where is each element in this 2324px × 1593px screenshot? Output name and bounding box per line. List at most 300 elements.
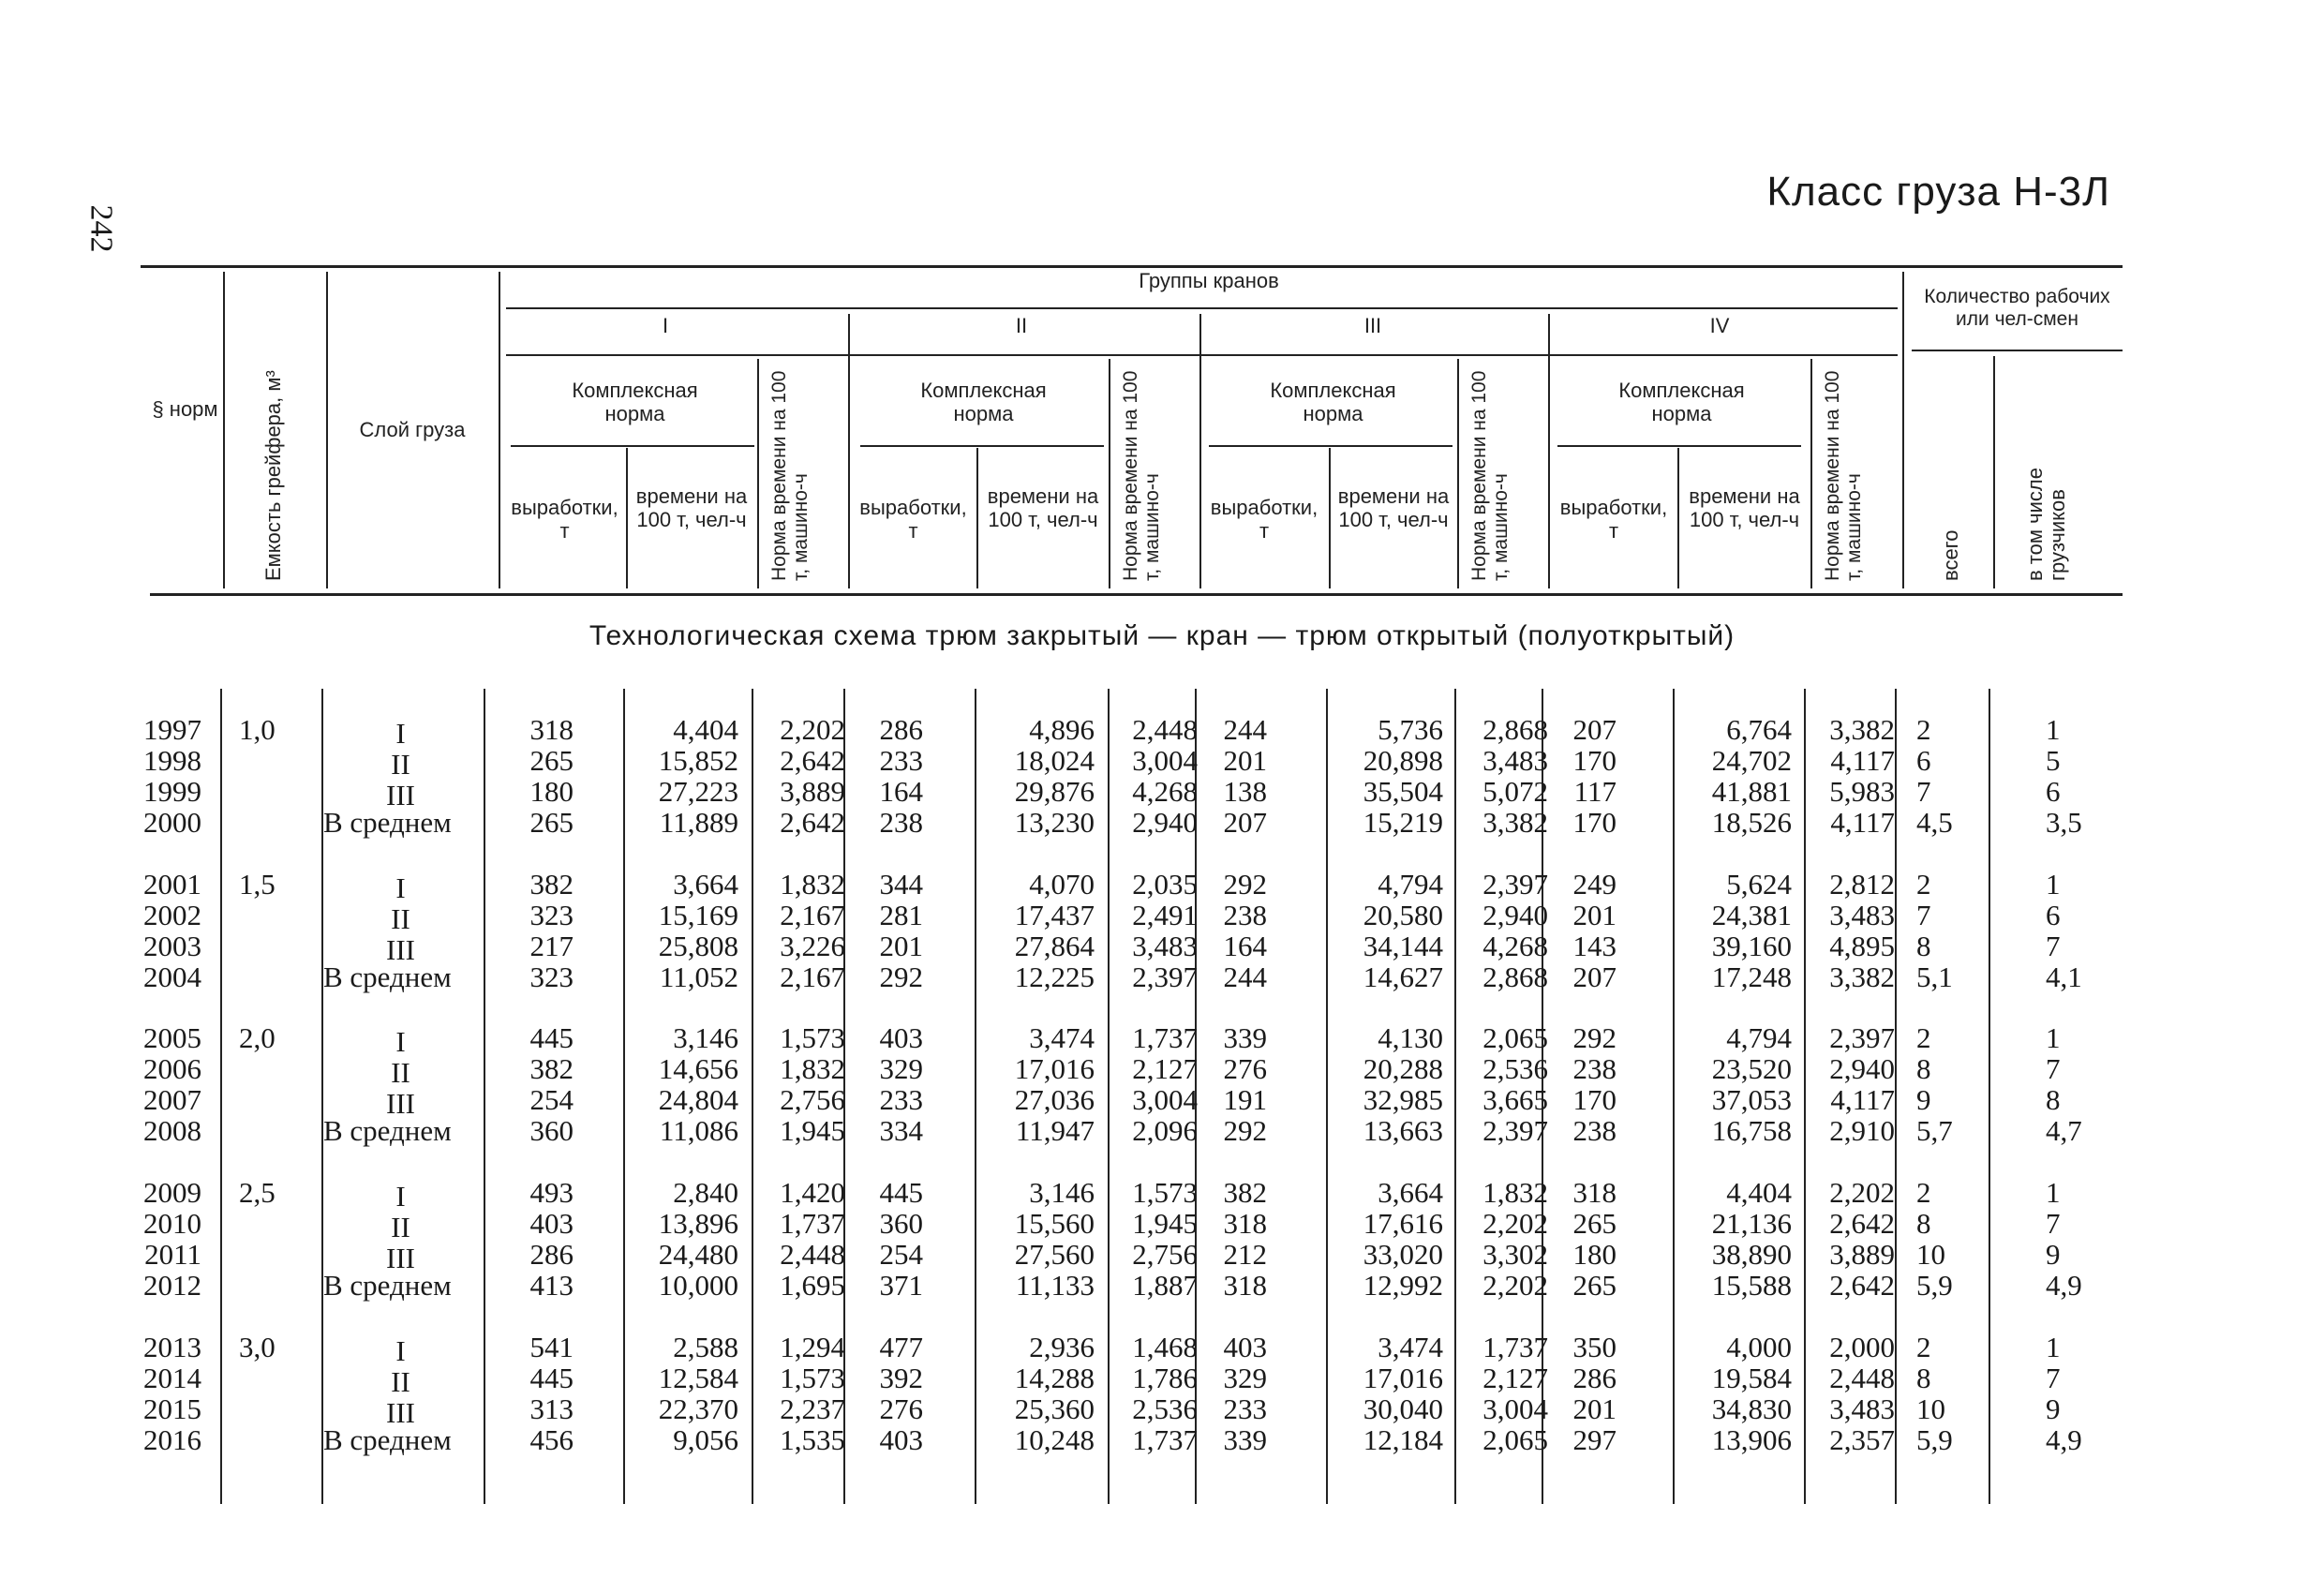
time-value: 17,437 <box>1014 899 1095 931</box>
machine-time-value: 2,237 <box>780 1392 845 1425</box>
time-value: 4,000 <box>1726 1331 1792 1363</box>
time-value: 24,381 <box>1711 899 1792 931</box>
machine-time-value: 3,004 <box>1132 1083 1198 1116</box>
machine-time-value: 2,812 <box>1829 868 1895 901</box>
time-value: 12,184 <box>1363 1423 1443 1456</box>
output-value: 281 <box>879 899 923 931</box>
cargo-layer: III <box>386 1242 415 1274</box>
output-value: 265 <box>529 744 574 777</box>
time-value: 3,474 <box>1378 1331 1443 1363</box>
header-time-3: времени на 100 т, чел-ч <box>1337 484 1450 531</box>
header-group-1: I <box>662 314 669 337</box>
machine-time-value: 1,737 <box>1132 1423 1198 1456</box>
machine-time-value: 2,491 <box>1132 899 1198 931</box>
machine-time-value: 2,167 <box>780 899 845 931</box>
header-machine-time-2: Норма времени на 100 т, машино-ч <box>1120 370 1164 581</box>
workers-total-value: 6 <box>1916 744 1931 777</box>
machine-time-value: 2,448 <box>1132 713 1198 746</box>
time-value: 41,881 <box>1711 775 1792 808</box>
grab-capacity-value: 1,0 <box>239 713 276 746</box>
output-value: 238 <box>1572 1052 1616 1085</box>
machine-time-value: 5,072 <box>1482 775 1548 808</box>
header-complex-norm-1: Комплексная норма <box>572 379 698 425</box>
workers-loaders-value: 8 <box>2046 1083 2061 1116</box>
machine-time-value: 3,302 <box>1482 1238 1548 1271</box>
machine-time-value: 3,382 <box>1482 806 1548 839</box>
time-value: 27,560 <box>1014 1238 1095 1271</box>
header-output-4: выработки, т <box>1559 496 1668 543</box>
cargo-layer: I <box>395 1025 406 1058</box>
cargo-layer: II <box>391 1365 410 1398</box>
header-bottom-rule <box>150 593 2123 596</box>
machine-time-value: 1,468 <box>1132 1331 1198 1363</box>
machine-time-value: 2,096 <box>1132 1114 1198 1147</box>
output-value: 339 <box>1223 1423 1267 1456</box>
header-workers: Количество рабочих или чел-смен <box>1924 286 2110 330</box>
time-value: 30,040 <box>1363 1392 1443 1425</box>
workers-loaders-value: 7 <box>2046 930 2061 962</box>
machine-time-value: 4,268 <box>1132 775 1198 808</box>
output-value: 207 <box>1572 713 1616 746</box>
machine-time-value: 2,448 <box>780 1238 845 1271</box>
time-value: 15,169 <box>658 899 738 931</box>
norm-number: 2002 <box>143 899 201 931</box>
time-value: 29,876 <box>1014 775 1095 808</box>
output-value: 392 <box>879 1362 923 1394</box>
machine-time-value: 1,786 <box>1132 1362 1198 1394</box>
workers-loaders-value: 6 <box>2046 899 2061 931</box>
time-value: 18,526 <box>1711 806 1792 839</box>
machine-time-value: 1,695 <box>780 1269 845 1302</box>
machine-time-value: 2,035 <box>1132 868 1198 901</box>
time-value: 4,896 <box>1029 713 1095 746</box>
machine-time-value: 2,397 <box>1829 1021 1895 1054</box>
cargo-layer: II <box>391 902 410 935</box>
rule-complex-3 <box>1209 445 1452 447</box>
machine-time-value: 4,117 <box>1830 744 1895 777</box>
workers-loaders-value: 1 <box>2046 1021 2061 1054</box>
header-cargo-layer: Слой груза <box>359 418 466 441</box>
output-value: 238 <box>1572 1114 1616 1147</box>
workers-total-value: 9 <box>1916 1083 1931 1116</box>
output-value: 318 <box>529 713 574 746</box>
output-value: 143 <box>1572 930 1616 962</box>
workers-total-value: 5,7 <box>1916 1114 1953 1147</box>
machine-time-value: 2,202 <box>1482 1207 1548 1240</box>
header-output-3: выработки, т <box>1210 496 1318 543</box>
norm-number: 2015 <box>143 1392 201 1425</box>
time-value: 25,808 <box>658 930 738 962</box>
machine-time-value: 3,889 <box>1829 1238 1895 1271</box>
machine-time-value: 3,483 <box>1482 744 1548 777</box>
time-value: 11,133 <box>1015 1269 1095 1302</box>
body-vline-1 <box>220 689 222 1504</box>
machine-time-value: 3,004 <box>1132 744 1198 777</box>
page-number: 242 <box>83 204 119 253</box>
output-value: 170 <box>1572 744 1616 777</box>
machine-time-value: 3,226 <box>780 930 845 962</box>
workers-loaders-value: 4,9 <box>2046 1269 2082 1302</box>
machine-time-value: 1,832 <box>780 1052 845 1085</box>
cargo-layer: В среднем <box>323 1423 452 1456</box>
scheme-title: Технологическая схема трюм закрытый — кран — трюм открытый (полуоткрытый) <box>588 620 1736 651</box>
time-value: 15,588 <box>1711 1269 1792 1302</box>
time-value: 11,889 <box>659 806 738 839</box>
output-value: 164 <box>879 775 923 808</box>
machine-time-value: 3,483 <box>1829 1392 1895 1425</box>
time-value: 4,070 <box>1029 868 1095 901</box>
norm-number: 1997 <box>143 713 201 746</box>
output-value: 297 <box>1572 1423 1616 1456</box>
output-value: 541 <box>529 1331 574 1363</box>
header-complex-norm-4: Комплексная норма <box>1618 379 1745 425</box>
norm-number: 2007 <box>143 1083 201 1116</box>
time-value: 11,052 <box>659 960 738 993</box>
time-value: 17,016 <box>1363 1362 1443 1394</box>
output-value: 323 <box>529 899 574 931</box>
workers-total-value: 2 <box>1916 713 1931 746</box>
workers-total-value: 8 <box>1916 1207 1931 1240</box>
workers-total-value: 10 <box>1916 1238 1945 1271</box>
machine-time-value: 2,127 <box>1132 1052 1198 1085</box>
time-value: 13,906 <box>1711 1423 1792 1456</box>
machine-time-value: 2,000 <box>1829 1331 1895 1363</box>
output-value: 276 <box>1223 1052 1267 1085</box>
output-value: 493 <box>529 1176 574 1209</box>
machine-time-value: 5,983 <box>1829 775 1895 808</box>
body-vline-16 <box>1989 689 1990 1504</box>
cargo-layer: II <box>391 748 410 781</box>
output-value: 233 <box>1223 1392 1267 1425</box>
machine-time-value: 3,665 <box>1482 1083 1548 1116</box>
workers-total-value: 2 <box>1916 868 1931 901</box>
hdr-vline-1 <box>223 272 225 588</box>
machine-time-value: 2,940 <box>1132 806 1198 839</box>
norm-number: 2013 <box>143 1331 201 1363</box>
machine-time-value: 1,294 <box>780 1331 845 1363</box>
output-value: 403 <box>1223 1331 1267 1363</box>
header-workers-total: всего <box>1939 529 1962 581</box>
norm-number: 2014 <box>143 1362 201 1394</box>
time-value: 14,288 <box>1014 1362 1095 1394</box>
time-value: 14,656 <box>658 1052 738 1085</box>
time-value: 33,020 <box>1363 1238 1443 1271</box>
rule-complex-1 <box>511 445 754 447</box>
time-value: 4,794 <box>1378 868 1443 901</box>
machine-time-value: 1,737 <box>780 1207 845 1240</box>
output-value: 191 <box>1223 1083 1267 1116</box>
header-norm-no: § норм <box>152 397 218 421</box>
workers-loaders-value: 7 <box>2046 1362 2061 1394</box>
time-value: 12,225 <box>1014 960 1095 993</box>
machine-time-value: 1,737 <box>1482 1331 1548 1363</box>
machine-time-value: 2,868 <box>1482 713 1548 746</box>
output-value: 403 <box>879 1423 923 1456</box>
time-value: 11,947 <box>1015 1114 1095 1147</box>
time-value: 2,936 <box>1029 1331 1095 1363</box>
output-value: 286 <box>1572 1362 1616 1394</box>
time-value: 9,056 <box>673 1423 738 1456</box>
header-time-4: времени на 100 т, чел-ч <box>1689 484 1800 531</box>
output-value: 249 <box>1572 868 1616 901</box>
workers-total-value: 8 <box>1916 930 1931 962</box>
time-value: 5,736 <box>1378 713 1443 746</box>
output-value: 445 <box>529 1362 574 1394</box>
header-group-4: IV <box>1709 314 1730 337</box>
header-crane-groups: Группы кранов <box>1139 269 1279 292</box>
workers-total-value: 7 <box>1916 775 1931 808</box>
machine-time-value: 2,065 <box>1482 1423 1548 1456</box>
time-value: 17,248 <box>1711 960 1792 993</box>
time-value: 3,664 <box>1378 1176 1443 1209</box>
time-value: 23,520 <box>1711 1052 1792 1085</box>
output-value: 180 <box>529 775 574 808</box>
time-value: 15,219 <box>1363 806 1443 839</box>
output-value: 329 <box>879 1052 923 1085</box>
workers-loaders-value: 1 <box>2046 868 2061 901</box>
norm-number: 2011 <box>144 1238 201 1271</box>
time-value: 37,053 <box>1711 1083 1792 1116</box>
time-value: 18,024 <box>1014 744 1095 777</box>
grab-capacity-value: 2,5 <box>239 1176 276 1209</box>
time-value: 4,794 <box>1726 1021 1792 1054</box>
output-value: 382 <box>529 1052 574 1085</box>
time-value: 10,248 <box>1014 1423 1095 1456</box>
workers-total-value: 4,5 <box>1916 806 1953 839</box>
time-value: 3,146 <box>673 1021 738 1054</box>
grab-capacity-value: 3,0 <box>239 1331 276 1363</box>
time-value: 34,144 <box>1363 930 1443 962</box>
output-value: 265 <box>529 806 574 839</box>
time-value: 20,898 <box>1363 744 1443 777</box>
machine-time-value: 1,832 <box>1482 1176 1548 1209</box>
cargo-layer: В среднем <box>323 806 452 839</box>
grab-capacity-value: 2,0 <box>239 1021 276 1054</box>
output-value: 403 <box>879 1021 923 1054</box>
time-value: 15,852 <box>658 744 738 777</box>
output-value: 254 <box>879 1238 923 1271</box>
output-value: 244 <box>1223 713 1267 746</box>
machine-time-value: 2,642 <box>780 806 845 839</box>
cargo-layer: III <box>386 1396 415 1429</box>
norm-number: 2012 <box>143 1269 201 1302</box>
machine-time-value: 1,832 <box>780 868 845 901</box>
cargo-layer: В среднем <box>323 1114 452 1147</box>
machine-time-value: 1,573 <box>780 1362 845 1394</box>
hdr-vline-3 <box>499 272 500 588</box>
workers-loaders-value: 4,1 <box>2046 960 2082 993</box>
output-value: 318 <box>1572 1176 1616 1209</box>
cargo-layer: I <box>395 1334 406 1367</box>
norm-number: 2004 <box>143 960 201 993</box>
header-output-1: выработки, т <box>511 496 618 543</box>
time-value: 27,864 <box>1014 930 1095 962</box>
output-value: 201 <box>1572 1392 1616 1425</box>
output-value: 138 <box>1223 775 1267 808</box>
time-value: 4,130 <box>1378 1021 1443 1054</box>
workers-loaders-value: 9 <box>2046 1392 2061 1425</box>
hdr-vline-14 <box>1810 359 1812 588</box>
rule-complex-4 <box>1557 445 1801 447</box>
machine-time-value: 2,642 <box>780 744 845 777</box>
machine-time-value: 1,945 <box>780 1114 845 1147</box>
workers-loaders-value: 6 <box>2046 775 2061 808</box>
machine-time-value: 1,945 <box>1132 1207 1198 1240</box>
output-value: 477 <box>879 1331 923 1363</box>
output-value: 212 <box>1223 1238 1267 1271</box>
machine-time-value: 2,940 <box>1482 899 1548 931</box>
grab-capacity-value: 1,5 <box>239 868 276 901</box>
time-value: 22,370 <box>658 1392 738 1425</box>
output-value: 445 <box>879 1176 923 1209</box>
machine-time-value: 3,004 <box>1482 1392 1548 1425</box>
time-value: 24,804 <box>658 1083 738 1116</box>
rule-under-groups-title <box>506 307 1898 309</box>
output-value: 286 <box>529 1238 574 1271</box>
time-value: 4,404 <box>673 713 738 746</box>
header-time-2: времени на 100 т, чел-ч <box>987 484 1099 531</box>
output-value: 344 <box>879 868 923 901</box>
machine-time-value: 1,420 <box>780 1176 845 1209</box>
time-value: 17,616 <box>1363 1207 1443 1240</box>
time-value: 34,830 <box>1711 1392 1792 1425</box>
hdr-vline-2 <box>326 272 328 588</box>
workers-total-value: 7 <box>1916 899 1931 931</box>
norm-number: 2001 <box>143 868 201 901</box>
cargo-layer: III <box>386 933 415 966</box>
header-complex-norm-3: Комплексная норма <box>1270 379 1396 425</box>
time-value: 4,404 <box>1726 1176 1792 1209</box>
output-value: 403 <box>529 1207 574 1240</box>
hdr-vline-6 <box>848 314 850 588</box>
header-machine-time-4: Норма времени на 100 т, машино-ч <box>1822 370 1866 581</box>
cargo-layer: II <box>391 1056 410 1089</box>
time-value: 13,896 <box>658 1207 738 1240</box>
rule-complex-2 <box>860 445 1104 447</box>
workers-loaders-value: 1 <box>2046 1176 2061 1209</box>
header-grab-capacity: Емкость грейфера, м³ <box>261 370 285 581</box>
machine-time-value: 2,167 <box>780 960 845 993</box>
time-value: 3,664 <box>673 868 738 901</box>
machine-time-value: 2,202 <box>780 713 845 746</box>
header-machine-time-1: Норма времени на 100 т, машино-ч <box>768 370 812 581</box>
machine-time-value: 4,268 <box>1482 930 1548 962</box>
time-value: 6,764 <box>1726 713 1792 746</box>
output-value: 180 <box>1572 1238 1616 1271</box>
norm-number: 2016 <box>143 1423 201 1456</box>
output-value: 170 <box>1572 1083 1616 1116</box>
time-value: 3,474 <box>1029 1021 1095 1054</box>
workers-loaders-value: 9 <box>2046 1238 2061 1271</box>
hdr-vline-10 <box>1329 448 1331 588</box>
output-value: 201 <box>1572 899 1616 931</box>
machine-time-value: 1,573 <box>1132 1176 1198 1209</box>
workers-loaders-value: 3,5 <box>2046 806 2082 839</box>
cargo-layer: I <box>395 1180 406 1213</box>
output-value: 456 <box>529 1423 574 1456</box>
header-group-2: II <box>1015 314 1028 337</box>
output-value: 350 <box>1572 1331 1616 1363</box>
hdr-vline-8 <box>1109 359 1110 588</box>
hdr-vline-4 <box>626 448 628 588</box>
norm-number: 2009 <box>143 1176 201 1209</box>
machine-time-value: 4,117 <box>1830 1083 1895 1116</box>
machine-time-value: 2,756 <box>1132 1238 1198 1271</box>
machine-time-value: 3,483 <box>1132 930 1198 962</box>
workers-loaders-value: 5 <box>2046 744 2061 777</box>
hdr-vline-16 <box>1993 356 1995 588</box>
machine-time-value: 1,737 <box>1132 1021 1198 1054</box>
rule-under-workers-title <box>1912 350 2123 351</box>
machine-time-value: 2,536 <box>1132 1392 1198 1425</box>
machine-time-value: 2,397 <box>1482 868 1548 901</box>
output-value: 360 <box>529 1114 574 1147</box>
output-value: 323 <box>529 960 574 993</box>
time-value: 2,588 <box>673 1331 738 1363</box>
machine-time-value: 3,889 <box>780 775 845 808</box>
workers-loaders-value: 4,9 <box>2046 1423 2082 1456</box>
table-top-rule <box>141 265 2123 268</box>
cargo-layer: В среднем <box>323 960 452 993</box>
norm-number: 2010 <box>143 1207 201 1240</box>
workers-loaders-value: 1 <box>2046 713 2061 746</box>
norm-number: 2000 <box>143 806 201 839</box>
output-value: 313 <box>529 1392 574 1425</box>
output-value: 117 <box>1573 775 1616 808</box>
time-value: 5,624 <box>1726 868 1792 901</box>
output-value: 334 <box>879 1114 923 1147</box>
machine-time-value: 1,573 <box>780 1021 845 1054</box>
output-value: 371 <box>879 1269 923 1302</box>
norm-number: 2008 <box>143 1114 201 1147</box>
output-value: 339 <box>1223 1021 1267 1054</box>
workers-total-value: 5,9 <box>1916 1423 1953 1456</box>
output-value: 164 <box>1223 930 1267 962</box>
machine-time-value: 2,868 <box>1482 960 1548 993</box>
time-value: 20,288 <box>1363 1052 1443 1085</box>
cargo-layer: В среднем <box>323 1269 452 1302</box>
hdr-vline-5 <box>757 359 759 588</box>
class-title: Класс груза Н-3Л <box>1766 169 2110 215</box>
time-value: 35,504 <box>1363 775 1443 808</box>
header-complex-norm-2: Комплексная норма <box>920 379 1047 425</box>
hdr-vline-7 <box>976 448 978 588</box>
output-value: 244 <box>1223 960 1267 993</box>
machine-time-value: 2,536 <box>1482 1052 1548 1085</box>
output-value: 254 <box>529 1083 574 1116</box>
time-value: 13,230 <box>1014 806 1095 839</box>
time-value: 2,840 <box>673 1176 738 1209</box>
output-value: 238 <box>879 806 923 839</box>
output-value: 318 <box>1223 1207 1267 1240</box>
cargo-layer: II <box>391 1211 410 1243</box>
time-value: 12,992 <box>1363 1269 1443 1302</box>
time-value: 39,160 <box>1711 930 1792 962</box>
output-value: 318 <box>1223 1269 1267 1302</box>
time-value: 15,560 <box>1014 1207 1095 1240</box>
output-value: 265 <box>1572 1207 1616 1240</box>
hdr-vline-13 <box>1677 448 1679 588</box>
output-value: 329 <box>1223 1362 1267 1394</box>
machine-time-value: 2,202 <box>1829 1176 1895 1209</box>
machine-time-value: 1,535 <box>780 1423 845 1456</box>
machine-time-value: 4,895 <box>1829 930 1895 962</box>
output-value: 207 <box>1223 806 1267 839</box>
workers-loaders-value: 1 <box>2046 1331 2061 1363</box>
machine-time-value: 2,357 <box>1829 1423 1895 1456</box>
output-value: 382 <box>529 868 574 901</box>
header-workers-loaders: в том числе грузчиков <box>2023 468 2070 581</box>
